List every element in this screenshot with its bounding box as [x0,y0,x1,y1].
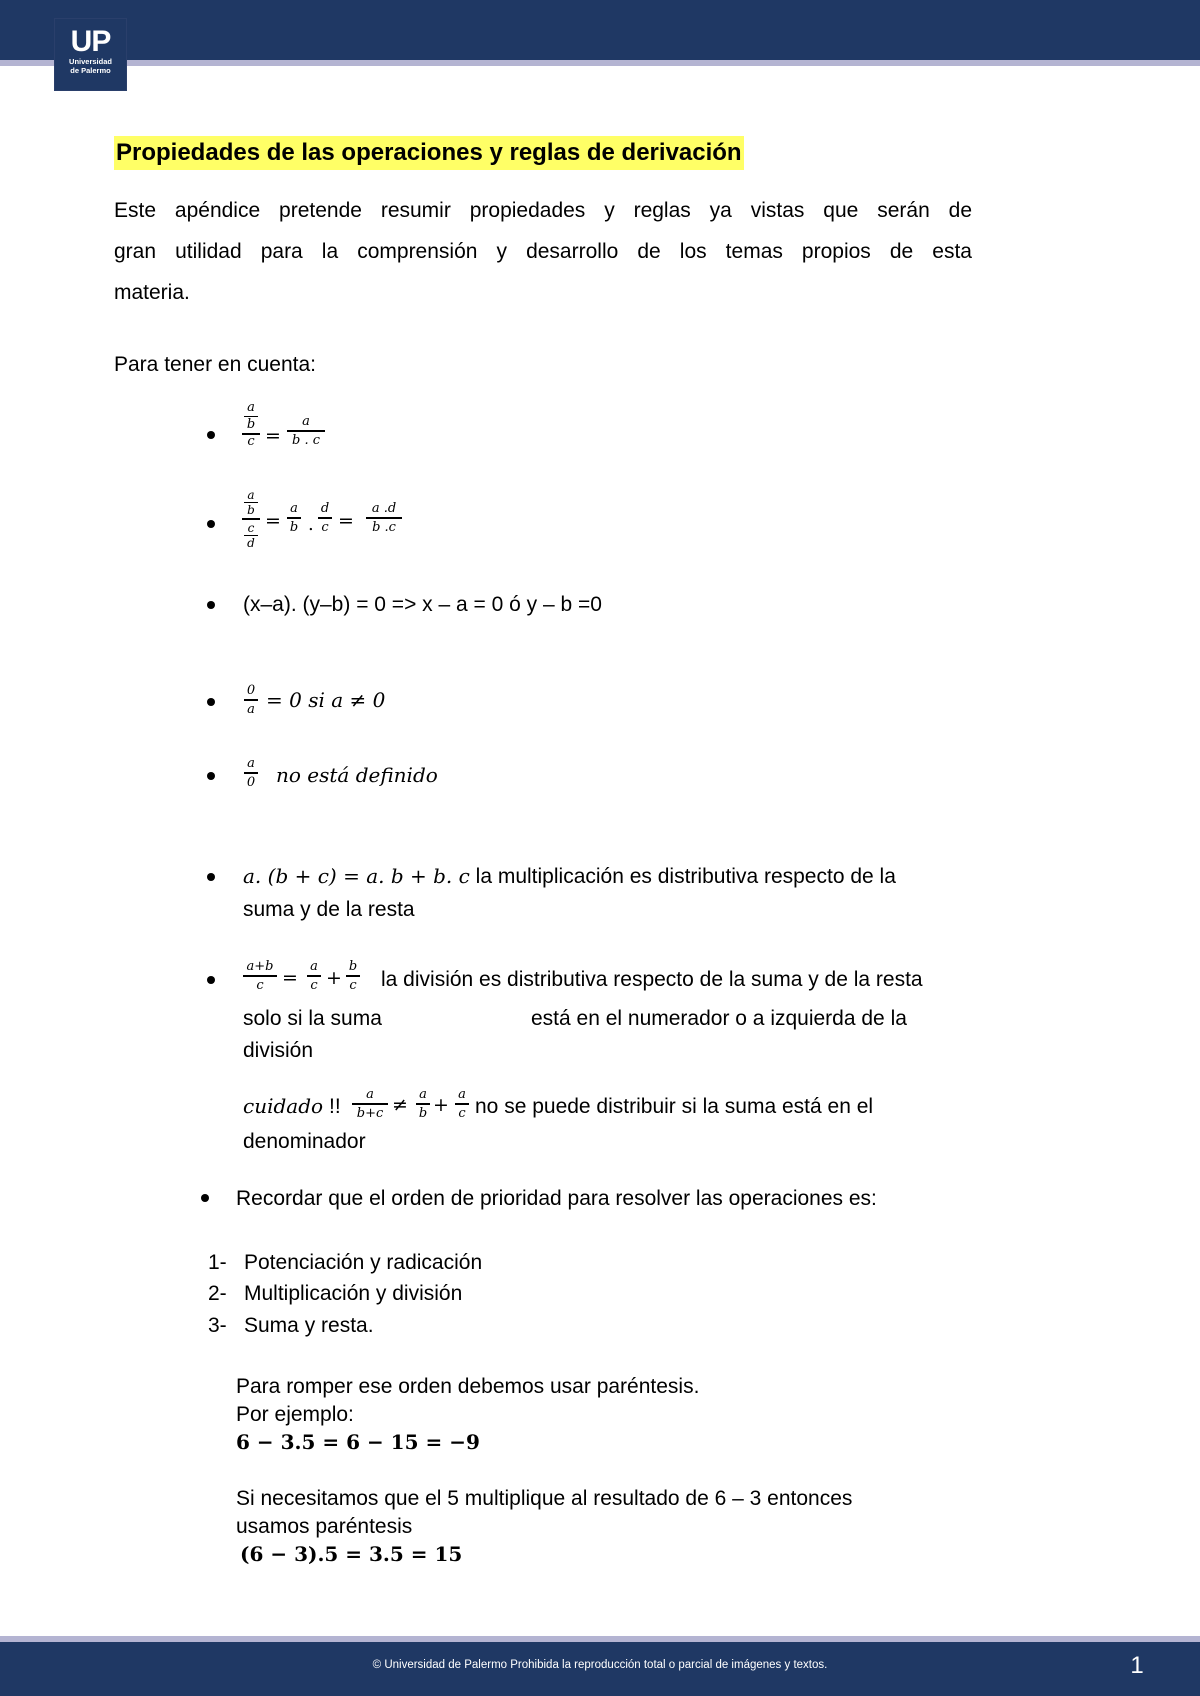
example-label: Por ejemplo: [236,1403,354,1426]
bullet-4 [207,698,215,706]
priority-item-3: Suma y resta. [244,1314,374,1337]
bullet-7-text-2b: está en el numerador o a izquierda de la [531,1007,907,1030]
need-text-1: Si necesitamos que el 5 multiplique al resultado de 6 – 3 entonces [236,1487,853,1510]
university-logo [54,18,127,91]
header-divider [0,60,1200,66]
caution-word: cuidado [243,1094,324,1118]
bullet-8-text: Recordar que el orden de prioridad para resolver las operaciones es: [236,1187,877,1210]
bullet-5 [207,772,215,780]
header-bar [0,0,1200,60]
priority-number-3: 3- [208,1314,227,1337]
page-number: 1 [1130,1652,1144,1679]
caution-text-2: denominador [243,1130,366,1153]
bullet-6-line-1 [243,864,896,889]
break-order-text: Para romper ese orden debemos usar paréntesis. [236,1375,700,1398]
intro-paragraph [114,190,972,313]
document-title: Propiedades de las operaciones y reglas de derivación [114,136,744,170]
bullet-6-line-2: suma y de la resta [243,898,415,921]
bullet-6 [207,873,215,881]
parentheses-formula: (6 − 3).5 = 3.5 = 15 [240,1542,463,1566]
logo-subtitle-2: de Palermo [70,66,111,75]
bullet-2 [207,520,215,528]
intro-line-3: materia. [114,281,190,304]
need-text-2: usamos paréntesis [236,1515,413,1538]
intro-line-1: Este apéndice pretende resumir propiedades y reglas ya vistas que serán de [114,199,972,222]
bullet-7-text-3: división [243,1039,314,1062]
distributive-multiplication-formula: a. (b + c) = a. b + b. c [243,864,470,888]
caution-bang: !! [329,1095,341,1118]
logo-mark: UP [70,25,111,58]
bullet-7 [207,976,215,984]
note-label: Para tener en cuenta: [114,353,316,376]
bullet-8 [201,1194,209,1202]
bullet-6-text-1: la multiplicación es distributiva respecto de la [469,865,896,888]
example-formula: 6 − 3.5 = 6 − 15 = −9 [236,1430,480,1454]
bullet-3 [207,601,215,609]
footer-copyright: © Universidad de Palermo Prohibida la reproducción total o parcial de imágenes y textos. [372,1659,828,1671]
bullet-7-text-2a: solo si la suma [243,1007,382,1030]
bullet-7-text-1: la división es distributiva respecto de la suma y de la resta [381,968,923,991]
caution-text-1: no se puede distribuir si la suma está en el [475,1095,874,1118]
bullet-1 [207,431,215,439]
priority-item-2: Multiplicación y división [244,1282,463,1305]
bullet-3-text: (x–a). (y–b) = 0 => x – a = 0 ó y – b =0 [243,593,602,616]
intro-line-2: gran utilidad para la comprensión y desarrollo de los temas propios de esta [114,240,972,263]
priority-item-1: Potenciación y radicación [244,1251,483,1274]
priority-number-1: 1- [208,1251,227,1274]
priority-number-2: 2- [208,1282,227,1305]
logo-subtitle-1: Universidad [69,57,112,66]
